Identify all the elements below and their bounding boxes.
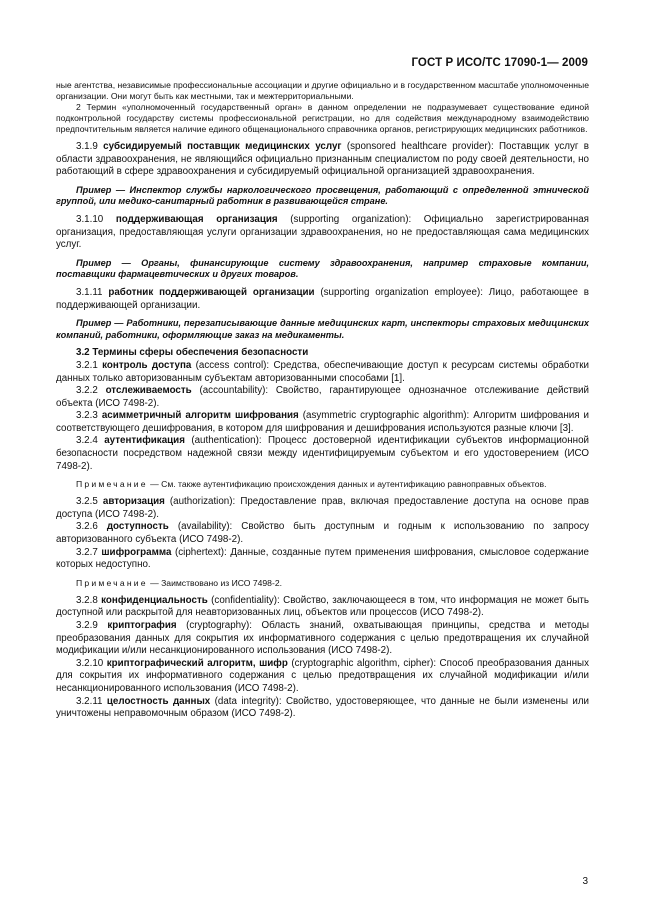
term-number: 3.2.2: [76, 385, 106, 397]
note-label: Примечание: [76, 577, 148, 588]
note-text: — Заимствовано из ИСО 7498-2.: [147, 577, 282, 588]
term-number: 3.2.3: [76, 410, 102, 422]
example-3: Пример — Работники, перезаписывающие данные медицинских карт, инспекторы страховых медицинских компаний, работники, оформляющие заказ на медикаменты.: [56, 318, 589, 340]
example-2: Пример — Органы, финансирующие систему здравоохранения, например страховые компании, поставщики фармацевтических и других товаров.: [56, 257, 589, 280]
term-number: 3.2.9: [76, 620, 108, 631]
term-3-1-11: [56, 287, 589, 312]
note-ciphertext: [56, 578, 589, 589]
term-definition: (cryptography): Область знаний, охватывающая принципы, средства и методы преобразования данных для сокрытия их информативного содержания с целью предотвращения их случайной модификации и/или несанкционированного использования (ИСО 7498-2).: [56, 620, 589, 657]
note-2: 2 Термин «уполномоченный государственный орган» в данном определении не подразумевает существование единой подконтрольной государству системы профессиональной регистрации, но для содействия международному взаимодействию предпочтительным является наличие единого общенационального справочника органов, регистрирующих медицинских работников.: [56, 102, 589, 134]
term-name: субсидируемый поставщик медицинских услуг: [103, 141, 342, 152]
term-name: шифрограмма: [101, 546, 172, 558]
term-3-1-9: [56, 141, 589, 179]
note-authentication: [56, 479, 589, 490]
term-name: асимметричный алгоритм шифрования: [101, 410, 299, 422]
term-definition: (cryptographic algorithm, cipher): Способ преобразования данных для сокрытия их информативного содержания с целью предотвращения их случайной модификации и/или несанкционированного использования (ИСО 7498-2).: [56, 657, 589, 694]
term-number: 3.1.10: [76, 213, 116, 225]
term-definition: (authorization): Предоставление прав, включая предоставление доступа на основе прав доступа (ИСО 7498-2).: [56, 496, 590, 520]
term-3-1-10: [56, 214, 589, 252]
note-label: Примечание: [76, 479, 148, 490]
term-definition: (confidentiality): Свойство, заключающееся в том, что информация не может быть доступной или раскрытой для неавторизованных лиц, объектов или процессов (ИСО 7498-2).: [56, 594, 590, 619]
term-3-2-8: [56, 595, 589, 620]
term-3-2-5: [56, 496, 589, 521]
note-continuation: ные агентства, независимые профессиональные ассоциации и другие официально и в государственном масштабе уполномоченные организации. Они могут быть как местными, так и межтерриториальными.: [56, 80, 589, 101]
document-header: ГОСТ Р ИСО/ТС 17090-1— 2009: [411, 57, 588, 69]
term-definition: (accountability): Свойство, гарантирующее однозначное отслеживание действий объекта (ИСО 7498-2).: [56, 385, 589, 409]
term-3-2-11: [56, 696, 589, 721]
term-number: 3.2.10: [76, 657, 107, 669]
term-definition: (availability): Свойство быть доступным и годным к использованию по запросу авторизованного субъекта (ИСО 7498-2).: [56, 521, 589, 546]
term-name: поддерживающая организация: [115, 213, 278, 225]
term-name: работник поддерживающей организации: [108, 286, 315, 298]
term-definition: (ciphertext): Данные, созданные путем применения шифрования, смысловое содержание которых недоступно.: [56, 546, 589, 571]
example-1: Пример — Инспектор службы наркологического просвещения, работающий с определенной этнической группой, или медико-санитарный работник в развивающейся стране.: [56, 184, 589, 207]
term-name: аутентификация: [104, 435, 185, 447]
term-name: криптография: [107, 620, 177, 631]
term-3-2-4: [56, 435, 589, 473]
term-name: отслеживаемость: [105, 385, 192, 397]
term-3-2-9: [56, 620, 589, 658]
term-number: 3.2.11: [76, 695, 107, 707]
term-3-2-6: [56, 521, 589, 546]
term-definition: (supporting organization): Официально зарегистрированная организация, предоставляющая услуги организации здравоохранения, но не предоставляющая сама медицинских услуг.: [56, 213, 589, 251]
term-definition: (authentication): Процесс достоверной идентификации субъектов информационной безопасности посредством надежной связи между идентифицируемым субъектом и его удостоверением (ИСО 7498-2).: [56, 435, 589, 472]
term-name: авторизация: [102, 496, 165, 508]
term-3-2-1: [56, 360, 589, 385]
term-number: 3.1.9: [76, 141, 104, 152]
term-definition: (data integrity): Свойство, удостоверяющее, что данные не были изменены или уничтожены неправомочным образом (ИСО 7498-2).: [56, 695, 590, 720]
term-name: целостность данных: [106, 695, 211, 707]
term-definition: (asymmetric cryptographic algorithm): Алгоритм шифрования и соответствующего дешифрования, в котором для шифрования и дешифрования используются разные ключи [3].: [56, 410, 590, 434]
term-definition: (supporting organization employee): Лицо, работающее в поддерживающей организации.: [56, 286, 589, 311]
term-name: доступность: [106, 521, 169, 533]
term-number: 3.2.6: [76, 521, 107, 533]
term-3-2-7: [56, 547, 589, 572]
term-number: 3.1.11: [76, 286, 109, 298]
term-name: контроль доступа: [102, 359, 192, 371]
term-definition: (access control): Средства, обеспечивающие доступ к ресурсам системы обработки данных только авторизованным субъектам авторизованными способами [1].: [56, 359, 590, 384]
page-number: 3: [582, 876, 588, 887]
term-3-2-3: [56, 410, 589, 435]
section-heading-3-2: 3.2 Термины сферы обеспечения безопасности: [76, 347, 309, 359]
term-3-2-2: [56, 385, 589, 410]
term-number: 3.2.8: [76, 594, 102, 606]
term-number: 3.2.1: [76, 359, 103, 371]
term-name: конфиденциальность: [101, 594, 208, 606]
term-3-2-10: [56, 658, 589, 696]
term-name: криптографический алгоритм, шифр: [106, 657, 288, 669]
term-number: 3.2.5: [76, 496, 103, 508]
term-number: 3.2.4: [76, 435, 105, 447]
term-definition: (sponsored healthcare provider): Поставщик услуг в области здравоохранения, не являющийся официально признанным специалистом по роду своей деятельности, но работающий в сфере здравоохранения и субсидируемый официальной организацией здравоохранения.: [56, 141, 590, 178]
term-number: 3.2.7: [76, 546, 102, 558]
note-text: — См. также аутентификацию происхождения данных и аутентификацию равноправных объектов.: [147, 479, 547, 490]
page-content: [56, 80, 589, 721]
